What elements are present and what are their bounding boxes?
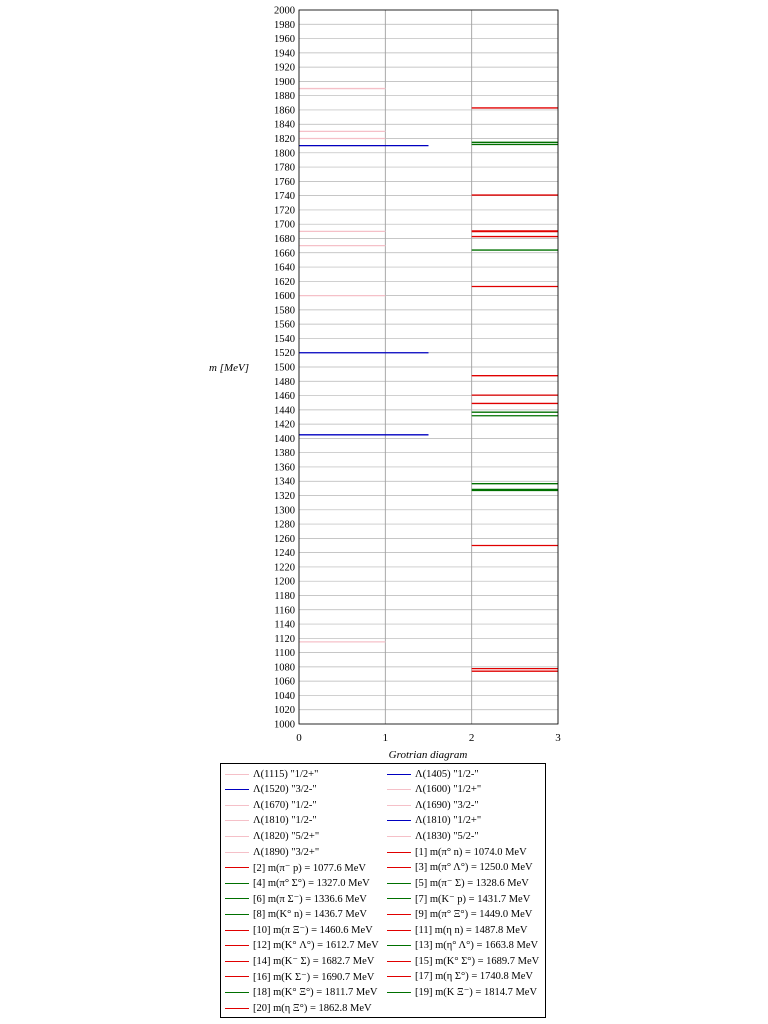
y-tick-label: 1040: [274, 690, 295, 702]
legend-label: Λ(1115) "1/2+": [253, 768, 319, 780]
legend-label: [10] m(π Ξ⁻) = 1460.6 MeV: [253, 925, 373, 936]
legend-label: Λ(1820) "5/2+": [253, 830, 320, 842]
legend-label: [9] m(π° Ξ°) = 1449.0 MeV: [415, 908, 533, 920]
legend-swatch: [387, 961, 411, 962]
legend-label: [5] m(π⁻ Σ) = 1328.6 MeV: [415, 878, 529, 890]
legend-label: [11] m(η n) = 1487.8 MeV: [415, 924, 528, 936]
x-axis-label: Grotrian diagram: [388, 749, 468, 761]
y-tick-label: 1120: [274, 633, 295, 645]
legend-entry: [225, 782, 317, 798]
legend-entry: [387, 782, 481, 798]
legend-swatch: [225, 836, 249, 837]
legend-swatch: [225, 992, 249, 993]
y-tick-label: 1840: [274, 119, 295, 131]
legend-swatch: [225, 883, 249, 884]
legend-swatch: [387, 836, 411, 837]
legend-swatch: [225, 945, 249, 946]
y-tick-label: 1060: [274, 676, 295, 688]
legend-label: Λ(1520) "3/2-": [253, 784, 317, 796]
legend-swatch: [387, 789, 411, 790]
legend-entry: [225, 844, 319, 860]
y-tick-label: 1160: [274, 605, 295, 617]
y-tick-label: 1300: [274, 505, 295, 517]
legend-swatch: [387, 992, 411, 993]
grid-lines: [299, 10, 558, 724]
legend-entry: [225, 891, 367, 907]
legend-entry: [225, 875, 370, 891]
legend-swatch: [387, 883, 411, 884]
y-tick-label: 1380: [274, 448, 295, 460]
legend-label: Λ(1810) "1/2+": [415, 815, 482, 827]
y-tick-label: 1540: [274, 333, 295, 345]
y-tick-label: 1580: [274, 305, 295, 317]
series-lines: [299, 89, 558, 672]
y-tick-label: 1780: [274, 162, 295, 174]
legend-entry: [387, 766, 479, 782]
y-axis-tick-labels: [274, 6, 295, 731]
legend-label: [6] m(π Σ⁻) = 1336.6 MeV: [253, 893, 367, 905]
legend-entry: [225, 860, 366, 876]
legend-entry: [387, 860, 533, 876]
legend-entry: [387, 813, 481, 829]
legend-label: [14] m(K⁻ Σ) = 1682.7 MeV: [253, 956, 375, 968]
y-tick-label: 1140: [274, 619, 295, 631]
legend-entry: [225, 766, 318, 782]
y-tick-label: 1560: [274, 319, 295, 331]
y-tick-label: 1600: [274, 291, 295, 303]
legend-label: [15] m(K° Σ°) = 1689.7 MeV: [415, 955, 540, 967]
y-tick-label: 2000: [274, 5, 295, 17]
legend-label: [12] m(K° Λ°) = 1612.7 MeV: [253, 940, 379, 952]
y-tick-label: 1900: [274, 76, 295, 88]
legend-entry: [225, 922, 373, 938]
x-axis-tick-labels: [296, 732, 561, 744]
legend-entry: [225, 906, 367, 922]
x-tick-label: 1: [382, 732, 389, 744]
y-tick-label: 1500: [274, 362, 295, 374]
y-tick-label: 1360: [274, 462, 295, 474]
legend-entry: [387, 953, 539, 969]
legend-swatch: [225, 914, 249, 915]
legend-swatch: [387, 852, 411, 853]
legend-label: [2] m(π⁻ p) = 1077.6 MeV: [253, 862, 366, 874]
legend-entry: [225, 828, 319, 844]
legend-swatch: [387, 976, 411, 977]
y-tick-label: 1620: [274, 276, 295, 288]
legend-swatch: [387, 820, 411, 821]
legend-entry: [387, 984, 537, 1000]
legend-entry: [387, 875, 529, 891]
legend-label: Λ(1810) "1/2-": [253, 815, 317, 827]
y-tick-label: 1880: [274, 91, 295, 103]
x-tick-label: 2: [468, 732, 475, 744]
legend-label: Λ(1890) "3/2+": [253, 846, 320, 858]
y-tick-label: 1440: [274, 405, 295, 417]
x-tick-label: 0: [296, 732, 302, 744]
legend-entry: [387, 938, 538, 954]
legend-entry: [387, 891, 530, 907]
y-tick-label: 1280: [274, 519, 295, 531]
legend-label: [4] m(π° Σ°) = 1327.0 MeV: [253, 877, 370, 889]
legend-swatch: [387, 930, 411, 931]
legend-label: [19] m(K Ξ⁻) = 1814.7 MeV: [415, 987, 538, 999]
legend-entry: [387, 797, 479, 813]
legend-swatch: [387, 867, 411, 868]
legend-entry: [225, 938, 379, 954]
y-tick-label: 1000: [274, 719, 295, 731]
y-tick-label: 1820: [274, 134, 295, 146]
legend-swatch: [387, 945, 411, 946]
legend-label: [16] m(K Σ⁻) = 1690.7 MeV: [253, 971, 375, 983]
y-tick-label: 1860: [274, 105, 295, 117]
y-tick-label: 1640: [274, 262, 295, 274]
y-tick-label: 1420: [274, 419, 295, 431]
y-tick-label: 1240: [274, 548, 295, 560]
legend-swatch: [225, 930, 249, 931]
x-tick-label: 3: [555, 732, 561, 744]
legend-label: Λ(1690) "3/2-": [415, 799, 479, 811]
legend-entry: [387, 844, 527, 860]
legend-entry: [387, 906, 532, 922]
legend-label: [18] m(K° Ξ°) = 1811.7 MeV: [253, 986, 378, 998]
legend-entry: [387, 922, 528, 938]
y-tick-label: 1260: [274, 533, 295, 545]
legend-swatch: [387, 774, 411, 775]
legend-swatch: [225, 898, 249, 899]
y-tick-label: 1980: [274, 19, 295, 31]
y-tick-label: 1720: [274, 205, 295, 217]
y-tick-label: 1960: [274, 34, 295, 46]
y-tick-label: 1680: [274, 233, 295, 245]
y-tick-label: 1480: [274, 376, 295, 388]
y-tick-label: 1320: [274, 491, 295, 503]
y-tick-label: 1100: [274, 648, 295, 660]
legend-swatch: [387, 914, 411, 915]
legend-swatch: [225, 805, 249, 806]
y-tick-label: 1180: [274, 590, 295, 602]
legend-label: [17] m(η Σ°) = 1740.8 MeV: [415, 971, 533, 983]
y-tick-label: 1800: [274, 148, 295, 160]
legend-entry: [387, 828, 479, 844]
y-tick-label: 1080: [274, 662, 295, 674]
legend-label: [1] m(π° n) = 1074.0 MeV: [415, 846, 527, 858]
y-tick-label: 1400: [274, 433, 295, 445]
legend-label: Λ(1670) "1/2-": [253, 799, 317, 811]
legend-label: [8] m(K° n) = 1436.7 MeV: [253, 908, 367, 920]
legend-label: Λ(1600) "1/2+": [415, 784, 482, 796]
legend-label: Λ(1830) "5/2-": [415, 830, 479, 842]
y-axis-label: m [MeV]: [208, 362, 250, 374]
legend-entry: [225, 797, 317, 813]
y-tick-label: 1020: [274, 705, 295, 717]
legend-swatch: [225, 774, 249, 775]
legend-label: [20] m(η Ξ°) = 1862.8 MeV: [253, 1002, 372, 1014]
legend-swatch: [387, 898, 411, 899]
legend-swatch: [225, 820, 249, 821]
legend-swatch: [225, 961, 249, 962]
legend-entry: [225, 1000, 372, 1016]
y-tick-label: 1460: [274, 391, 295, 403]
y-tick-label: 1920: [274, 62, 295, 74]
legend-swatch: [225, 1008, 249, 1009]
y-tick-label: 1700: [274, 219, 295, 231]
legend-entry: [225, 969, 374, 985]
y-tick-label: 1200: [274, 576, 295, 588]
legend-entry: [387, 969, 533, 985]
legend-label: [3] m(π° Λ°) = 1250.0 MeV: [415, 862, 533, 874]
legend-label: [13] m(η° Λ°) = 1663.8 MeV: [415, 940, 539, 952]
legend-entry: [225, 813, 317, 829]
legend-swatch: [225, 867, 249, 868]
y-tick-label: 1760: [274, 176, 295, 188]
legend-entry: [225, 953, 374, 969]
y-tick-label: 1520: [274, 348, 295, 360]
y-tick-label: 1340: [274, 476, 295, 488]
legend-entry: [225, 984, 378, 1000]
y-tick-label: 1740: [274, 191, 295, 203]
y-tick-label: 1940: [274, 48, 295, 60]
legend-swatch: [387, 805, 411, 806]
legend-label: Λ(1405) "1/2-": [415, 768, 479, 780]
legend-swatch: [225, 852, 249, 853]
y-tick-label: 1220: [274, 562, 295, 574]
y-tick-label: 1660: [274, 248, 295, 260]
legend: [220, 763, 546, 1018]
legend-label: [7] m(K⁻ p) = 1431.7 MeV: [415, 893, 531, 905]
legend-swatch: [225, 976, 249, 977]
legend-swatch: [225, 789, 249, 790]
